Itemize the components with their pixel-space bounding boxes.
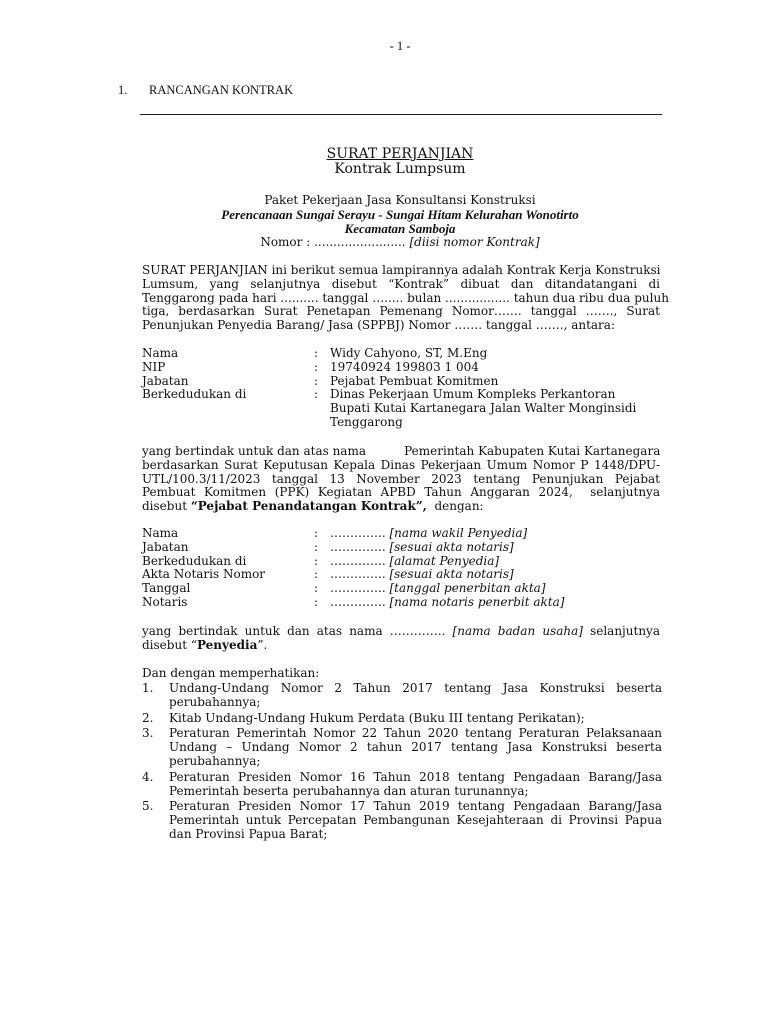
detail-row <box>142 416 662 430</box>
provider-line: disebut “Penyedia”. <box>142 637 268 652</box>
list-item <box>142 771 662 799</box>
list-item <box>142 682 662 710</box>
penyedia-term: Penyedia <box>196 637 258 652</box>
contract-number <box>0 236 768 250</box>
acting-prefix: disebut <box>142 499 191 514</box>
detail-colon: : <box>314 539 319 554</box>
document-title: SURAT PERJANJIAN <box>326 146 474 162</box>
list-line: Peraturan Pemerintah Nomor 22 Tahun 2020 tentang Peraturan Pelaksanaan <box>169 726 662 741</box>
acting-paragraph <box>142 445 660 514</box>
detail-value: Dinas Pekerjaan Umum Kompleks Perkantoran <box>330 387 616 402</box>
detail-colon: : <box>314 359 319 374</box>
section-heading <box>118 84 293 98</box>
detail-row <box>142 402 662 416</box>
detail-value: ………….. [nama notaris penerbit akta] <box>330 594 565 609</box>
detail-colon: : <box>314 346 319 360</box>
detail-label: Nama <box>142 346 179 360</box>
list-number: 4. <box>142 769 154 784</box>
intro-line: tiga, berdasarkan Surat Penetapan Pemenang Nomor……. tanggal ……., Surat <box>142 304 660 319</box>
detail-colon: : <box>314 594 319 609</box>
document-subtitle: Kontrak Lumpsum <box>334 161 466 177</box>
list-line: Pemerintah untuk Percepatan Pembangunan Kesejahteraan di Provinsi Papua <box>169 813 662 828</box>
list-line: Kitab Undang-Undang Hukum Perdata (Buku III tentang Perikatan); <box>169 710 585 725</box>
detail-row <box>142 596 662 610</box>
detail-row <box>142 527 662 541</box>
list-number: 1. <box>142 681 154 695</box>
list-item <box>142 712 662 726</box>
acting-line <box>142 500 660 514</box>
intro-line: Lumsum, yang selanjutnya disebut “Kontrak” dibuat dan ditandatangani di <box>142 276 660 291</box>
detail-row <box>142 375 662 389</box>
list-line: Undang-Undang Nomor 2 Tahun 2017 tentang Jasa Konstruksi beserta <box>169 681 662 695</box>
provider-paragraph <box>142 625 660 653</box>
address-continuation: Tenggarong <box>330 414 403 429</box>
intro-paragraph <box>142 263 669 333</box>
party-two-details <box>142 527 662 610</box>
acting-line: UTL/100.3/11/2023 tanggal 13 November 2023 tentang Penunjukan Pejabat <box>142 471 660 486</box>
detail-label: Akta Notaris Nomor <box>142 567 266 582</box>
list-line: dan Provinsi Papua Barat; <box>169 826 328 841</box>
contract-number-label: Nomor : ........................ <box>260 235 406 249</box>
section-title: RANCANGAN KONTRAK <box>149 83 294 97</box>
detail-label: Berkedudukan di <box>142 387 247 402</box>
detail-label: Berkedudukan di <box>142 553 247 568</box>
detail-value: ………….. [alamat Penyedia] <box>330 553 500 568</box>
detail-label: NIP <box>142 359 166 374</box>
acting-line: yang bertindak untuk dan atas nama Pemerintah Kabupaten Kutai Kartanegara <box>142 444 661 458</box>
list-number: 5. <box>142 799 154 814</box>
list-item <box>142 727 662 768</box>
detail-label: Notaris <box>142 594 188 609</box>
package-name: Paket Pekerjaan Jasa Konsultansi Konstruksi <box>264 193 536 207</box>
list-item <box>142 800 662 841</box>
considering-label: Dan dengan memperhatikan: <box>142 666 320 680</box>
detail-colon: : <box>314 373 319 388</box>
contract-number-hint: [diisi nomor Kontrak] <box>409 235 540 249</box>
detail-row <box>142 568 662 582</box>
detail-value: 19740924 199803 1 004 <box>330 359 479 374</box>
detail-row <box>142 361 662 375</box>
page-number: - 1 - <box>389 39 411 53</box>
detail-label: Jabatan <box>142 373 189 388</box>
detail-value: ………….. [sesuai akta notaris] <box>330 539 514 554</box>
project-name-line1: Perencanaan Sungai Serayu - Sungai Hitam Kelurahan Wonotirto <box>221 207 579 222</box>
list-line: perubahannya; <box>169 694 261 709</box>
detail-colon: : <box>314 553 319 568</box>
detail-value: ………….. [nama wakil Penyedia] <box>330 526 528 540</box>
horizontal-rule <box>140 114 662 115</box>
detail-row <box>142 555 662 569</box>
acting-line: Pembuat Komitmen (PPK) Kegiatan APBD Tahun Anggaran 2024, selanjutnya <box>142 485 660 500</box>
detail-value: ………….. [tanggal penerbitan akta] <box>330 581 546 596</box>
detail-colon: : <box>314 387 319 402</box>
acting-suffix: dengan: <box>426 499 484 514</box>
list-number: 2. <box>142 710 154 725</box>
detail-colon: : <box>314 567 319 582</box>
list-line: Pemerintah beserta perubahannya dan aturan turunannya; <box>169 783 529 798</box>
detail-value: Widy Cahyono, ST, M.Eng <box>330 346 488 360</box>
detail-label: Tanggal <box>142 581 191 596</box>
list-line: Undang – Undang Nomor 2 tahun 2017 tentang Jasa Konstruksi beserta <box>169 740 662 755</box>
detail-label: Nama <box>142 526 179 540</box>
provider-name-hint: [nama badan usaha] <box>452 624 583 638</box>
list-line: perubahannya; <box>169 753 261 768</box>
list-line: Peraturan Presiden Nomor 16 Tahun 2018 tentang Pengadaan Barang/Jasa <box>169 769 662 784</box>
section-number: 1. <box>118 83 128 97</box>
considering-list <box>142 682 662 842</box>
detail-row <box>142 388 662 402</box>
detail-colon: : <box>314 526 319 540</box>
project-name-line2: Kecamatan Samboja <box>344 221 456 236</box>
detail-label: Jabatan <box>142 539 189 554</box>
intro-line: Penunjukan Penyedia Barang/ Jasa (SPPBJ) Nomor ……. tanggal ……., antara: <box>142 318 615 333</box>
detail-value: ………….. [sesuai akta notaris] <box>330 567 514 582</box>
detail-row <box>142 582 662 596</box>
intro-line: SURAT PERJANJIAN ini berikut semua lampirannya adalah Kontrak Kerja Konstruksi <box>142 263 661 277</box>
list-line: Peraturan Presiden Nomor 17 Tahun 2019 tentang Pengadaan Barang/Jasa <box>169 799 662 814</box>
party-one-details <box>142 347 662 430</box>
pejabat-term: “Pejabat Penandatangan Kontrak”, <box>190 499 427 514</box>
detail-colon: : <box>314 581 319 596</box>
detail-row <box>142 347 662 361</box>
list-number: 3. <box>142 726 154 741</box>
provider-line: yang bertindak untuk dan atas nama ………….. [nama badan usaha] selanjutnya <box>142 624 660 638</box>
intro-line: Tenggarong pada hari .......... tanggal …..... bulan ................. tahun dua ribu dua puluh <box>142 290 669 305</box>
address-continuation: Bupati Kutai Kartanegara Jalan Walter Monginsidi <box>330 401 637 416</box>
detail-row <box>142 541 662 555</box>
detail-value: Pejabat Pembuat Komitmen <box>330 373 499 388</box>
acting-line: berdasarkan Surat Keputusan Kepala Dinas Pekerjaan Umum Nomor P 1448/DPU- <box>142 457 660 472</box>
